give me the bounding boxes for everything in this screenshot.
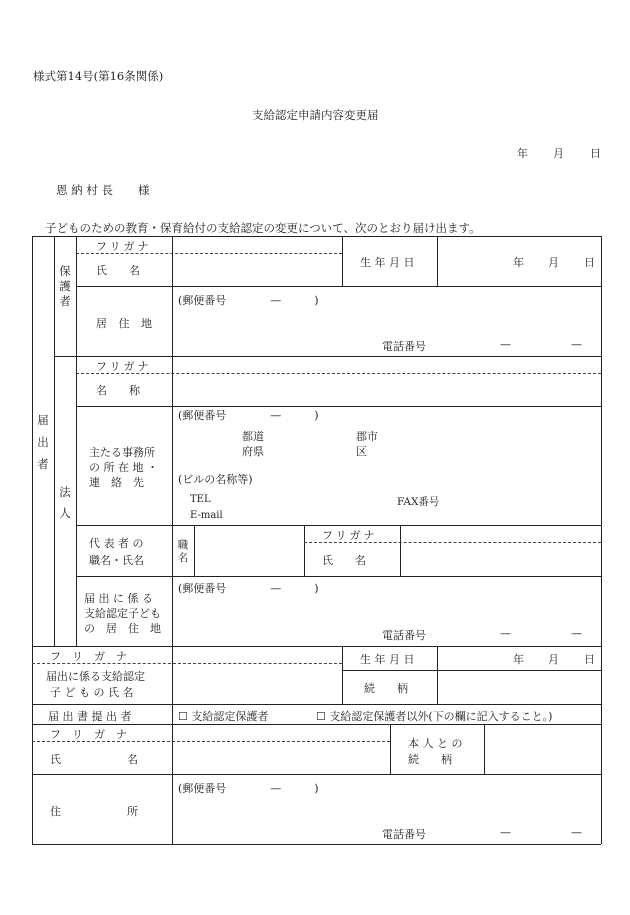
submitter-option-guardian[interactable]: ☐ 支給認定保護者 — [178, 710, 269, 723]
corp-office-label-2: の 所 在 地 ・ — [89, 461, 158, 474]
child-address-phone-dash1: — — [500, 627, 511, 640]
child-address-label-2: 支給認定子ども — [84, 607, 161, 620]
rep-title-label: 職名 — [177, 539, 189, 564]
guardian-birth-year: 年 — [513, 256, 524, 269]
guardian-birth-day: 日 — [584, 256, 595, 269]
child-name-label-1: 届出に係る支給認定 — [46, 670, 145, 683]
guardian-furigana-label: フリガナ — [96, 240, 152, 253]
guardian-name-field[interactable] — [174, 255, 340, 285]
corp-ku: 区 — [356, 445, 367, 458]
rep-title-field[interactable] — [196, 527, 302, 575]
submitter-name-field[interactable] — [174, 743, 388, 773]
rep-label-1: 代 表 者 の — [89, 537, 144, 550]
addressee-honorific: 様 — [138, 183, 150, 197]
child-birth-day: 日 — [584, 653, 595, 666]
child-furigana-label: フ リ ガ ナ — [50, 650, 127, 663]
child-relation-field[interactable] — [439, 672, 599, 703]
corp-name-field[interactable] — [174, 375, 599, 405]
submitter-phone-dash2: — — [571, 826, 582, 839]
submitter-address-label: 住 所 — [50, 805, 138, 818]
child-relation-label: 続 柄 — [364, 682, 408, 695]
date-year: 年 — [517, 147, 528, 160]
rep-name-label: 氏 名 — [322, 554, 366, 567]
child-address-label-3: の 居 住 地 — [84, 622, 161, 635]
corp-todo: 都道 — [242, 430, 264, 443]
notifier-label: 届出者 — [37, 413, 49, 471]
submitter-label: 届 出 書 提 出 者 — [48, 710, 132, 723]
corp-gunshi: 郡市 — [356, 430, 378, 443]
submitter-relation-field[interactable] — [486, 726, 599, 773]
corp-office-label-3: 連 絡 先 — [89, 476, 144, 489]
corp-name-label: 名 称 — [96, 384, 140, 397]
corp-office-label-1: 主たる事務所 — [89, 446, 155, 459]
guardian-name-label: 氏 名 — [96, 264, 140, 277]
submitter-phone-label: 電話番号 — [382, 828, 426, 841]
corp-email-label: E-mail — [190, 510, 223, 521]
corp-furigana-label: フリガナ — [96, 360, 152, 373]
addressee: 恩 納 村 長 — [56, 183, 113, 197]
guardian-label: 保護者 — [59, 264, 71, 308]
intro-text: 子どものための教育・保育給付の支給認定の変更について、次のとおり届け出ます。 — [45, 221, 481, 235]
submitter-postal[interactable]: (郵便番号 — ) — [178, 782, 319, 795]
child-birth-label: 生 年 月 日 — [360, 653, 415, 666]
form-number: 様式第14号(第16条関係) — [33, 69, 164, 83]
child-name-field[interactable] — [174, 665, 340, 703]
corp-tel-label: TEL — [190, 494, 211, 505]
guardian-birth-label: 生 年 月 日 — [360, 256, 415, 269]
guardian-address-label: 居 住 地 — [96, 317, 156, 330]
corp-postal[interactable]: (郵便番号 — ) — [178, 409, 319, 422]
guardian-phone-dash1: — — [500, 338, 511, 351]
date-day: 日 — [590, 147, 601, 160]
submitter-phone-dash1: — — [500, 826, 511, 839]
child-address-phone-label: 電話番号 — [382, 629, 426, 642]
submitter-name-label: 氏 名 — [50, 753, 138, 766]
corp-building: (ビルの名称等) — [178, 473, 253, 486]
child-address-label-1: 届 出 に 係 る — [84, 592, 153, 605]
child-address-phone-dash2: — — [571, 627, 582, 640]
form-title: 支給認定申請内容変更届 — [252, 108, 379, 122]
corporation-label: 法人 — [59, 485, 71, 520]
child-address-postal[interactable]: (郵便番号 — ) — [178, 582, 319, 595]
submitter-relation-label-2: 続 柄 — [408, 753, 452, 766]
rep-furigana-label: フリガナ — [322, 529, 378, 542]
guardian-postal[interactable]: (郵便番号 — ) — [178, 294, 319, 307]
child-birth-month: 月 — [548, 653, 559, 666]
rep-name-field[interactable] — [402, 544, 599, 575]
guardian-phone-label: 電話番号 — [382, 340, 426, 353]
child-birth-year: 年 — [513, 653, 524, 666]
guardian-phone-dash2: — — [571, 338, 582, 351]
rep-label-2: 職名・氏名 — [89, 554, 144, 567]
submitter-relation-label-1: 本 人 と の — [408, 737, 463, 750]
corp-fax-label: FAX番号 — [397, 496, 440, 508]
corp-fuken: 府県 — [242, 445, 264, 458]
guardian-birth-month: 月 — [548, 256, 559, 269]
submitter-option-other[interactable]: ☐ 支給認定保護者以外(下の欄に記入すること。) — [316, 710, 553, 723]
child-name-label-2: 子 ど も の 氏 名 — [50, 686, 134, 699]
date-month: 月 — [553, 147, 564, 160]
submitter-furigana-label: フ リ ガ ナ — [50, 728, 127, 741]
